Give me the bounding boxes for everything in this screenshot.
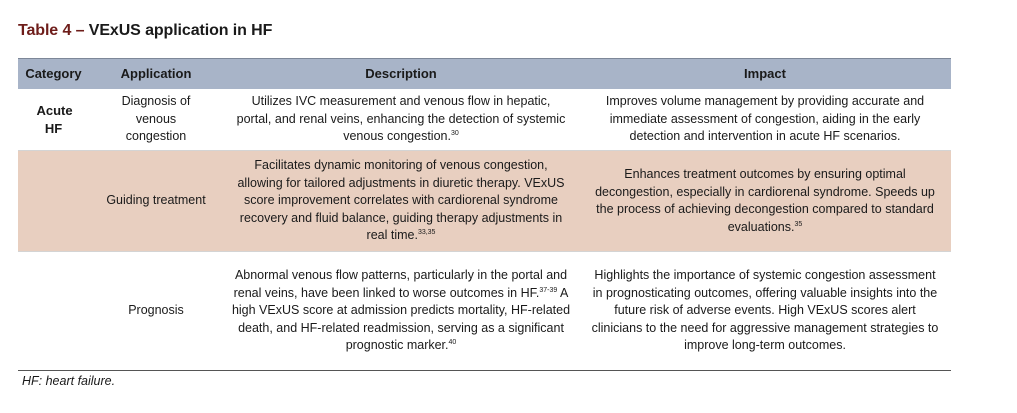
table-caption [18,22,272,40]
header-description: Description [223,59,579,90]
category-cell [18,151,89,252]
description-wrap [231,267,571,355]
description-cell [223,89,579,151]
reference-superscript: 37-39 [539,286,558,294]
header-category: Category [18,59,89,90]
category-text: Acute HF [36,103,73,136]
category-cell [18,252,89,371]
impact-text: Enhances treatment outcomes by ensuring optimal decongestion, especially in cardiorenal syndrome. Speeds up the process of achieving decongestion compared to standard evaluations. [595,167,935,234]
impact-cell [579,89,951,151]
category-cell [18,89,89,151]
description-cell [223,151,579,252]
description-text: Facilitates dynamic monitoring of venous congestion, allowing for tailored adjustments in diuretic therapy. VExUS score improvement correlates with cardiorenal syndrome recovery and fluid balance, guiding therapy adjustments in real time. [237,158,565,243]
application-text: Guiding treatment [106,193,206,208]
description-wrap [234,93,568,146]
application-cell [89,89,223,151]
impact-text: Highlights the importance of systemic congestion assessment in prognosticating outcomes, offering valuable insights into the future risk of adverse events. High VExUS scores alert clinicians to the need for aggressive management strategies to improve long-term outcomes. [591,268,939,353]
table-title: VExUS application in HF [88,22,273,39]
application-text: Prognosis [128,303,184,318]
table-header-row [18,59,951,90]
header-impact: Impact [579,59,951,90]
impact-wrap [590,166,940,236]
impact-cell [579,252,951,371]
application-cell [89,151,223,252]
reference-superscript: 33,35 [417,229,436,237]
description-text: Utilizes IVC measurement and venous flow in hepatic, portal, and renal veins, enhancing the detection of systemic venous congestion. [236,94,566,144]
impact-text: Improves volume management by providing accurate and immediate assessment of congestion, aiding in the early detection and intervention in acute HF scenarios. [605,94,925,144]
application-cell [89,252,223,371]
vexus-table [18,58,951,371]
table-footnote: HF: heart failure. [22,374,116,388]
reference-superscript: 30 [450,130,459,138]
description-text-part2: A high VExUS score at admission predicts mortality, HF-related death, and HF-related readmission, serving as a significant prognostic marker. [231,285,571,353]
reference-superscript: 40 [448,339,457,347]
table-row [18,89,951,151]
description-text-part1: Abnormal venous flow patterns, particularly in the portal and renal veins, have been linked to worse outcomes in HF. [233,268,568,300]
table-number: Table 4 – [18,22,85,39]
table-row [18,252,951,371]
application-text: Diagnosis of venous congestion [121,94,191,144]
description-cell [223,252,579,371]
header-application: Application [89,59,223,90]
table-row [18,151,951,252]
reference-superscript: 35 [794,220,803,228]
impact-cell [579,151,951,252]
description-wrap [231,157,571,245]
